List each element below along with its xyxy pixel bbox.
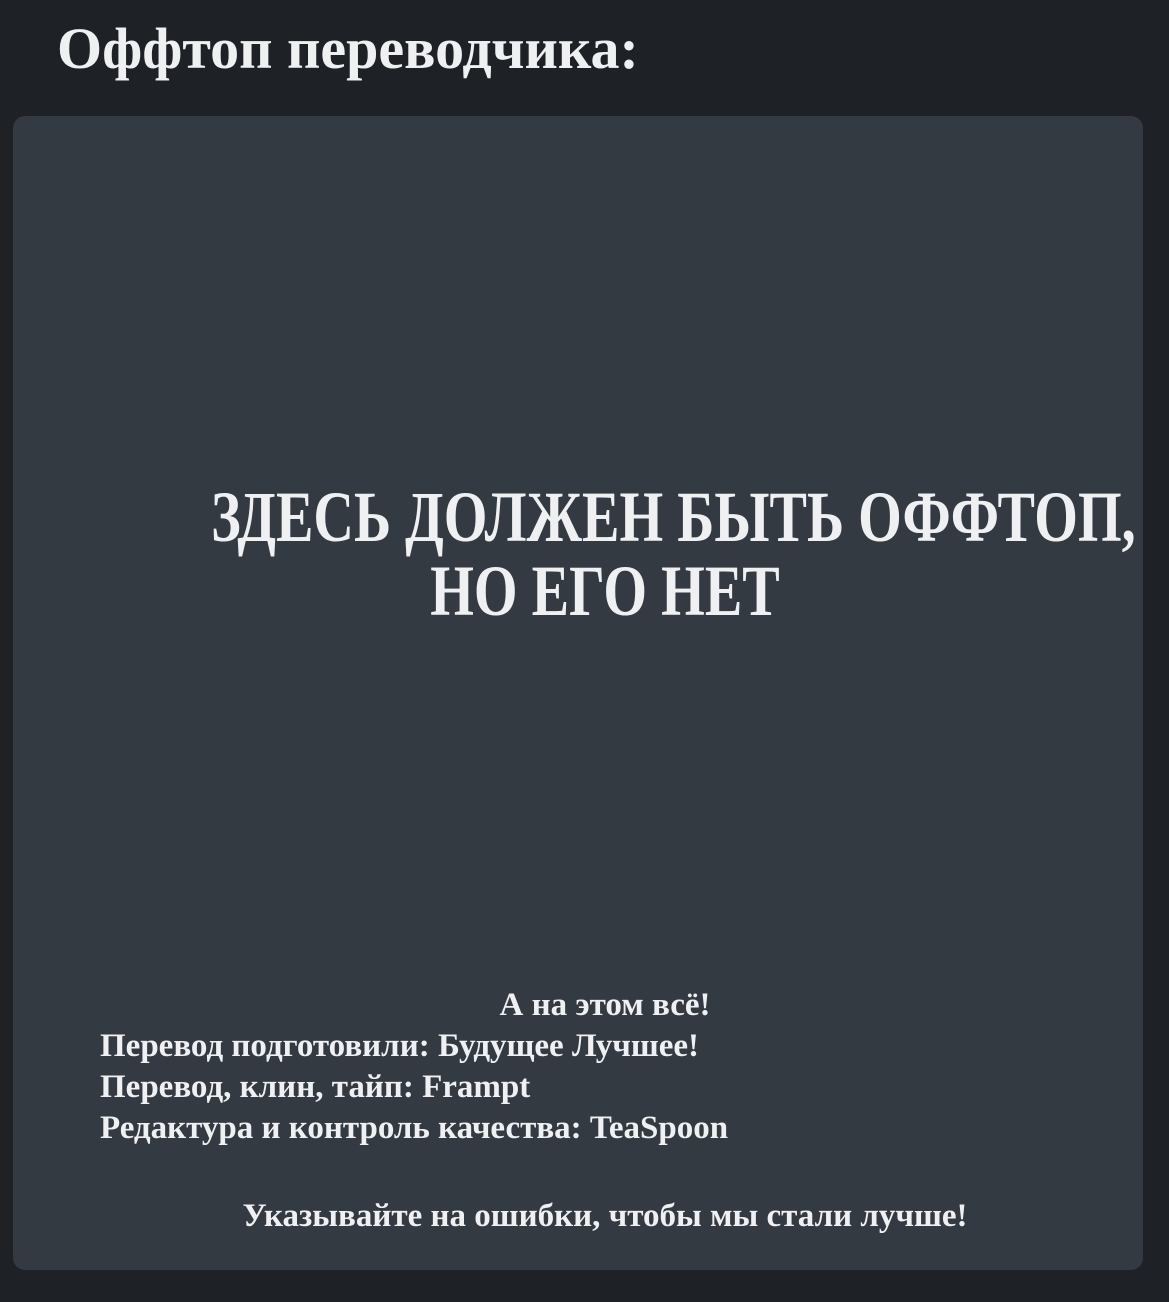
credits-team-line: Перевод подготовили: Будущее Лучшее! — [100, 1028, 699, 1064]
page-title: Оффтоп переводчика: — [57, 16, 639, 81]
main-message-line-2: НО ЕГО НЕТ — [430, 551, 780, 631]
feedback-note: Указывайте на ошибки, чтобы мы стали лучше! — [242, 1198, 968, 1234]
main-message — [100, 477, 1136, 631]
credits-outro: А на этом всё! — [499, 987, 711, 1023]
credits-translator-line: Перевод, клин, тайп: Frampt — [100, 1069, 531, 1105]
credits-block — [100, 985, 1110, 1149]
credits-editor-line: Редактура и контроль качества: TeaSpoon — [100, 1110, 729, 1146]
offtop-card — [13, 116, 1143, 1270]
main-message-line-1: ЗДЕСЬ ДОЛЖЕН БЫТЬ ОФФТОП, — [211, 477, 1136, 557]
